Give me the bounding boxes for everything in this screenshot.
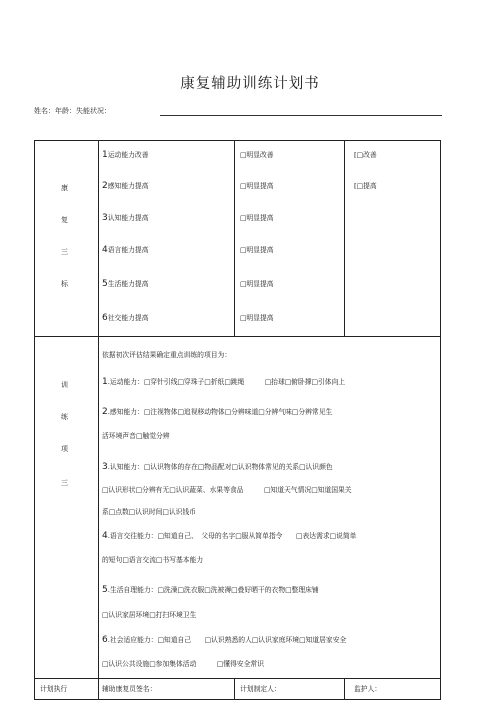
page-title: 康复辅助训练计划书 — [180, 76, 320, 92]
divider-items-footer — [34, 678, 441, 679]
item-line-11: 6.社会适应能力：□知道自己 □认识熟悉的人□认识家庭环境□知道居家安全 — [102, 635, 347, 645]
items-side-label-2: 练 — [61, 413, 68, 421]
goal-row-3: 3认知能力提高 — [102, 213, 149, 223]
item-line-7: 4.语言交往能力：□知道自己、 父母的名字□服从简单指令 □表达需求□说简单 — [102, 531, 357, 541]
goal-row-5-level: □明显提高 — [240, 280, 274, 288]
goal-row-5: 5生活能力提高 — [102, 279, 149, 289]
divider-goal-extra-column — [344, 140, 345, 336]
item-line-4: 3.认知能力：□认识物体的存在□物品配对□认识物体常见的关系□认识颜色 — [102, 462, 333, 472]
divider-label-column — [98, 140, 99, 700]
goal-row-4-level: □明显提高 — [240, 246, 274, 254]
item-line-9: 5.生活自理能力：□洗澡□洗衣服□洗被褥□叠好晒干的衣物□整理床铺 — [102, 585, 319, 595]
goal-row-1-extra: [□改善 — [354, 151, 377, 159]
goal-row-3-level: □明显提高 — [240, 214, 274, 222]
footer-guardian: 监护人： — [354, 685, 382, 693]
personal-info-underline — [160, 115, 442, 116]
goal-row-1: 1运动能力改善 — [102, 150, 149, 160]
goals-side-label-2: 复 — [61, 216, 68, 224]
items-side-label-1: 训 — [61, 381, 68, 389]
item-line-1: 1.运动能力：□穿针引线□穿珠子□折纸□跳绳 □抬球□俯卧撑□引体向上 — [102, 377, 346, 387]
items-intro: 依据初次评估结果确定重点训练的项目为： — [102, 351, 232, 359]
divider-footer-3 — [234, 678, 235, 700]
items-side-label-4: 三 — [61, 479, 68, 487]
divider-goal-level-column — [234, 140, 235, 336]
divider-footer-4 — [344, 678, 345, 700]
goal-row-1-level: □明显改善 — [240, 151, 274, 159]
personal-info-label: 姓名：年龄：失能状况： — [34, 107, 111, 115]
goals-side-label-4: 标 — [61, 280, 68, 288]
goal-row-6: 6社交能力提高 — [102, 313, 149, 323]
item-line-2: 2.感知能力：□注视物体□追视移动物体□分辨味道□分辨气味□分辨常见生 — [102, 407, 333, 417]
item-line-12: □认识公共设施□参加集体活动 □懂得安全常识 — [102, 660, 264, 668]
goals-side-label-3: 三 — [61, 248, 68, 256]
item-line-10: □认识家居环境□打扫环境卫生 — [102, 611, 197, 619]
goal-row-2: 2感知能力提高 — [102, 181, 149, 191]
item-line-5: □认识形状□分辨有无□认识蔬菜、水果等食品 □知道天气情况□知道国果关 — [102, 486, 352, 494]
footer-plan-author: 计划制定人： — [240, 685, 281, 693]
item-line-3: 活环境声音□触觉分辨 — [102, 432, 170, 440]
goal-row-2-extra: [□提高 — [354, 182, 377, 190]
items-side-label-3: 项 — [61, 445, 68, 453]
plan-table — [34, 140, 441, 700]
divider-goals-items — [34, 336, 441, 337]
goals-side-label-1: 康 — [61, 184, 68, 192]
footer-plan-execution: 计划执行 — [40, 685, 68, 693]
goal-row-2-level: □明显提高 — [240, 182, 274, 190]
goal-row-4: 4语言能力提高 — [102, 245, 149, 255]
item-line-8: 的短句□语言交流□书写基本能力 — [102, 556, 204, 564]
item-line-6: 系□点数□认识时间□认识钱币 — [102, 508, 197, 516]
goal-row-6-level: □明显提高 — [240, 314, 274, 322]
footer-assistant-signature: 辅助康复员签名： — [102, 685, 157, 693]
